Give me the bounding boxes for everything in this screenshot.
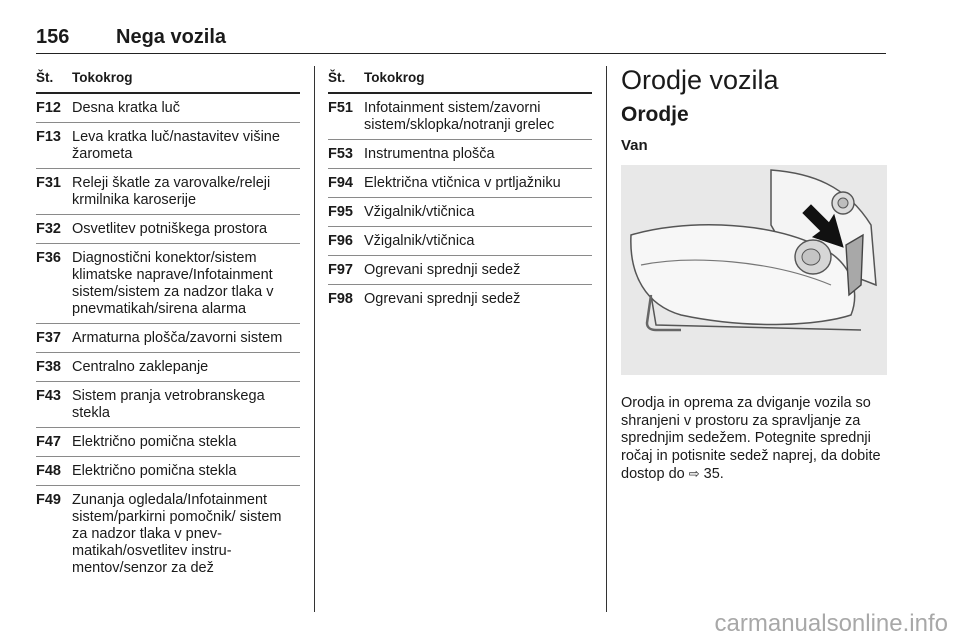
table-row (36, 324, 300, 353)
chapter-title: Nega vozila (116, 26, 227, 48)
fuse-code: F47 (36, 434, 61, 450)
fuse-desc: Centralno zaklepanje (72, 359, 209, 375)
fuse-desc: Releji škatle za varovalke/releji krmilnika karoserije (72, 175, 271, 208)
seat-lever-icon (621, 165, 887, 375)
table-row (328, 94, 592, 140)
seat-illustration (621, 165, 887, 375)
fuse-code: F12 (36, 100, 61, 116)
fuse-code: F48 (36, 463, 61, 479)
fuse-desc: Ogrevani sprednji sedež (364, 262, 521, 278)
table-row (36, 382, 300, 428)
fuse-desc: Ogrevani sprednji sedež (364, 291, 521, 307)
fuse-code: F96 (328, 233, 353, 249)
table-row (36, 169, 300, 215)
fuse-desc: Leva kratka luč/nastavitev višine žarometa (72, 129, 280, 162)
page-header (36, 24, 886, 54)
fuse-desc: Infotainment sistem/zavorni sistem/sklopka/notranji grelec (364, 100, 555, 133)
watermark: carmanualsonline.info (714, 610, 948, 637)
tools-paragraph (621, 395, 887, 484)
fuse-code: F97 (328, 262, 353, 278)
fuse-desc: Desna kratka luč (72, 100, 180, 116)
fuse-code: F43 (36, 388, 61, 404)
fuse-table-left (36, 66, 300, 582)
fuse-code: F31 (36, 175, 61, 191)
section-subsubtitle: Van (621, 137, 648, 154)
page-reference-arrow-icon: ⇨ (688, 466, 700, 481)
fuse-desc: Električno pomična stekla (72, 463, 237, 479)
fuse-desc: Diagnostični konektor/sistem klimatske naprave/Infotainment sistem/sistem za nadzor tlaka v pnevmatikah/sirena alarma (72, 250, 274, 317)
page-number: 156 (36, 26, 70, 48)
fuse-desc: Zunanja ogledala/Infotainment sistem/parkirni pomočnik/ sistem za nadzor tlaka v pnev-matikah/osvetlitev instru-mentov/senzor za dež (72, 492, 282, 576)
tools-section (621, 66, 887, 484)
table-row (36, 486, 300, 582)
header-circuit: Tokokrog (364, 70, 425, 85)
fuse-desc: Armaturna plošča/zavorni sistem (72, 330, 283, 346)
fuse-desc: Vžigalnik/vtičnica (364, 233, 475, 249)
fuse-desc: Vžigalnik/vtičnica (364, 204, 475, 220)
table-row (36, 244, 300, 324)
table-header (328, 66, 592, 94)
table-row (36, 94, 300, 123)
fuse-code: F53 (328, 146, 353, 162)
fuse-desc: Električna vtičnica v prtljažniku (364, 175, 561, 191)
table-row (328, 256, 592, 285)
table-row (36, 353, 300, 382)
fuse-code: F32 (36, 221, 61, 237)
fuse-code: F38 (36, 359, 61, 375)
table-row (36, 215, 300, 244)
header-number: Št. (328, 70, 346, 85)
table-row (328, 140, 592, 169)
table-row (36, 428, 300, 457)
fuse-code: F37 (36, 330, 61, 346)
fuse-code: F51 (328, 100, 353, 116)
fuse-desc: Sistem pranja vetrobranskega stekla (72, 388, 265, 421)
header-number: Št. (36, 70, 54, 85)
fuse-code: F98 (328, 291, 353, 307)
fuse-desc: Instrumentna plošča (364, 146, 495, 162)
table-row (36, 457, 300, 486)
fuse-code: F36 (36, 250, 61, 266)
paragraph-text: Orodja in oprema za dviganje vozila so shranjeni v prostoru za spravljanje za sprednjim sedežem. Potegnite sprednji ročaj in potisnite sedež naprej, da dobite dostop do (621, 395, 881, 482)
column-divider (314, 66, 315, 612)
fuse-code: F94 (328, 175, 353, 191)
fuse-desc: Električno pomična stekla (72, 434, 237, 450)
fuse-code: F95 (328, 204, 353, 220)
table-row (328, 227, 592, 256)
table-row (328, 198, 592, 227)
table-row (328, 169, 592, 198)
table-row (36, 123, 300, 169)
header-circuit: Tokokrog (72, 70, 133, 85)
page-reference: 35. (703, 466, 724, 482)
fuse-table-right (328, 66, 592, 313)
fuse-desc: Osvetlitev potniškega prostora (72, 221, 268, 237)
table-row (328, 285, 592, 313)
table-header (36, 66, 300, 94)
fuse-code: F13 (36, 129, 61, 145)
section-subtitle: Orodje (621, 103, 689, 126)
fuse-code: F49 (36, 492, 61, 508)
column-divider (606, 66, 607, 612)
section-title: Orodje vozila (621, 65, 779, 95)
